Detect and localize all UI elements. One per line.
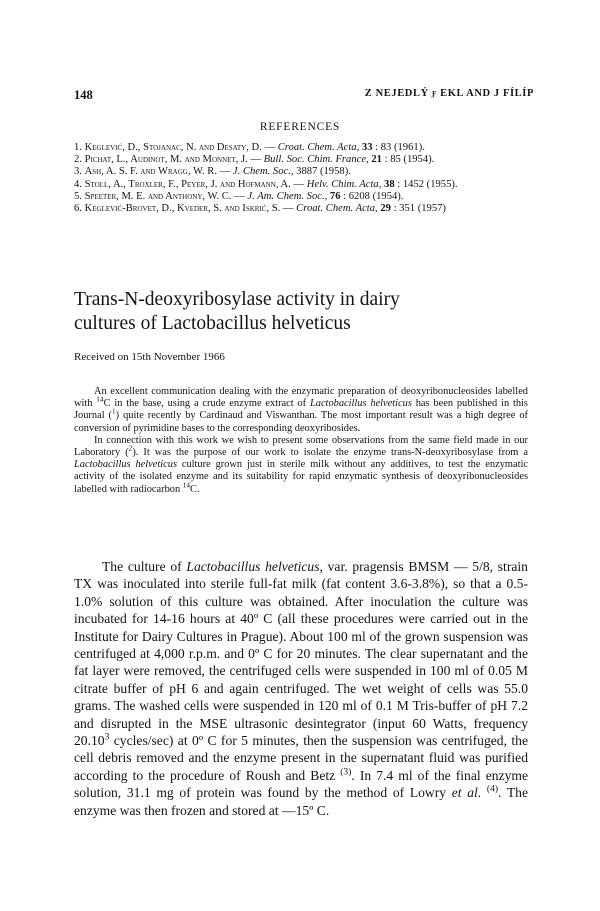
article-title-line-2: cultures of Lactobacillus helveticus bbox=[74, 313, 351, 334]
abstract-paragraph-2: In connection with this work we wish to present some observations from the same field made in our Laboratory ($^2$). It was the purpose of our work to isolate the enzyme trans-N-deoxyribosylase from a Lactobacillus helveticus culture grown just in sterile milk without any additives, to test the enzymatic activity of the isolated enzyme and its suitability for rapid enzymatic synthesis of deoxyribonucleosides labelled with radiocarbon $^{14}$C. bbox=[74, 434, 529, 495]
reference-item: 3. Ash, A. S. F. and Wragg, W. R. — J. Chem. Soc., 3887 (1958). bbox=[74, 166, 351, 178]
references-list bbox=[74, 142, 544, 215]
reference-item: 4. Stoll, A., Troxler, F., Peyer, J. and Hofmann, A. — Helv. Chim. Acta, 38 : 1452 (1955). bbox=[74, 178, 458, 190]
received-date: Received on 15th November 1966 bbox=[74, 351, 225, 363]
references-heading: REFERENCES bbox=[259, 121, 341, 133]
article-title bbox=[74, 288, 534, 336]
body-text bbox=[74, 558, 528, 819]
reference-item: 5. Speeter, M. E. and Anthony, W. C. — J. Am. Chem. Soc., 76 : 6208 (1954). bbox=[74, 190, 404, 202]
body-paragraph: The culture of Lactobacillus helveticus, var. pragensis BMSM — 5/8, strain TX was inoculated into sterile full-fat milk (fat content 3.6-3.8%), so that a 0.5-1.0% solution of this culture was obtained. After inoculation the culture was incubated for 14-16 hours at 40º C (all these procedures were carried out in the Institute for Dairy Cultures in Prague). About 100 ml of the grown suspension was centrifuged at 4,000 r.p.m. and 0º C for 20 minutes. The clear supernatant and the fat layer were removed, the centrifuged cells were suspended in 100 ml of 0.05 M citrate buffer of pH 6 and again centrifuged. The wet weight of cells was 55.0 grams. The washed cells were suspended in 120 ml of 0.1 M Tris-buffer of pH 7.2 and disrupted in the MSE ultrasonic desintegrator (input 60 Watts, frequency 20.10$^3$ cycles/sec) at 0º C for 5 minutes, then the suspension was centrifuged, the cell debris removed and the enzyme present in the supernatant fluid was purified according to the procedure of Roush and Betz $^{(3)}$. In 7.4 ml of the final enzyme solution, 31.1 mg of protein was found by the method of Lowry et al. $^{(4)}$. The enzyme was then frozen and stored at —15º C. bbox=[74, 559, 528, 818]
abstract bbox=[74, 386, 528, 496]
running-head bbox=[74, 88, 534, 104]
article-title-line-1: Trans-N-deoxyribosylase activity in dairy bbox=[74, 289, 400, 310]
running-head-authors: Z NEJEDLÝ ƒ EKL AND J FÍLÍP bbox=[364, 88, 534, 99]
reference-item: 1. Keglević, D., Stojanac, N. and Desaty, D. — Croat. Chem. Acta, 33 : 83 (1961). bbox=[74, 142, 425, 153]
abstract-paragraph-1: An excellent communication dealing with the enzymatic preparation of deoxyribonucleosides labelled with $^{14}$C in the base, using a crude enzyme extract of Lactobacillus helveticus has been published in this Journal ($^1$) quite recently by Cardinaud and Viswanthan. The most important result was a high degree of conversion of pyrimidine bases to the corresponding deoxyribosides. bbox=[74, 386, 528, 434]
reference-item: 2. Pichat, L., Audinot, M. and Monnet, J. — Bull. Soc. Chim. France, 21 : 85 (1954). bbox=[74, 154, 435, 166]
page-number: 148 bbox=[74, 88, 93, 102]
reference-item: 6. Keglević-Brovet, D., Kveder, S. and Iskrić, S. — Croat. Chem. Acta, 29 : 351 (1957) bbox=[74, 203, 446, 215]
